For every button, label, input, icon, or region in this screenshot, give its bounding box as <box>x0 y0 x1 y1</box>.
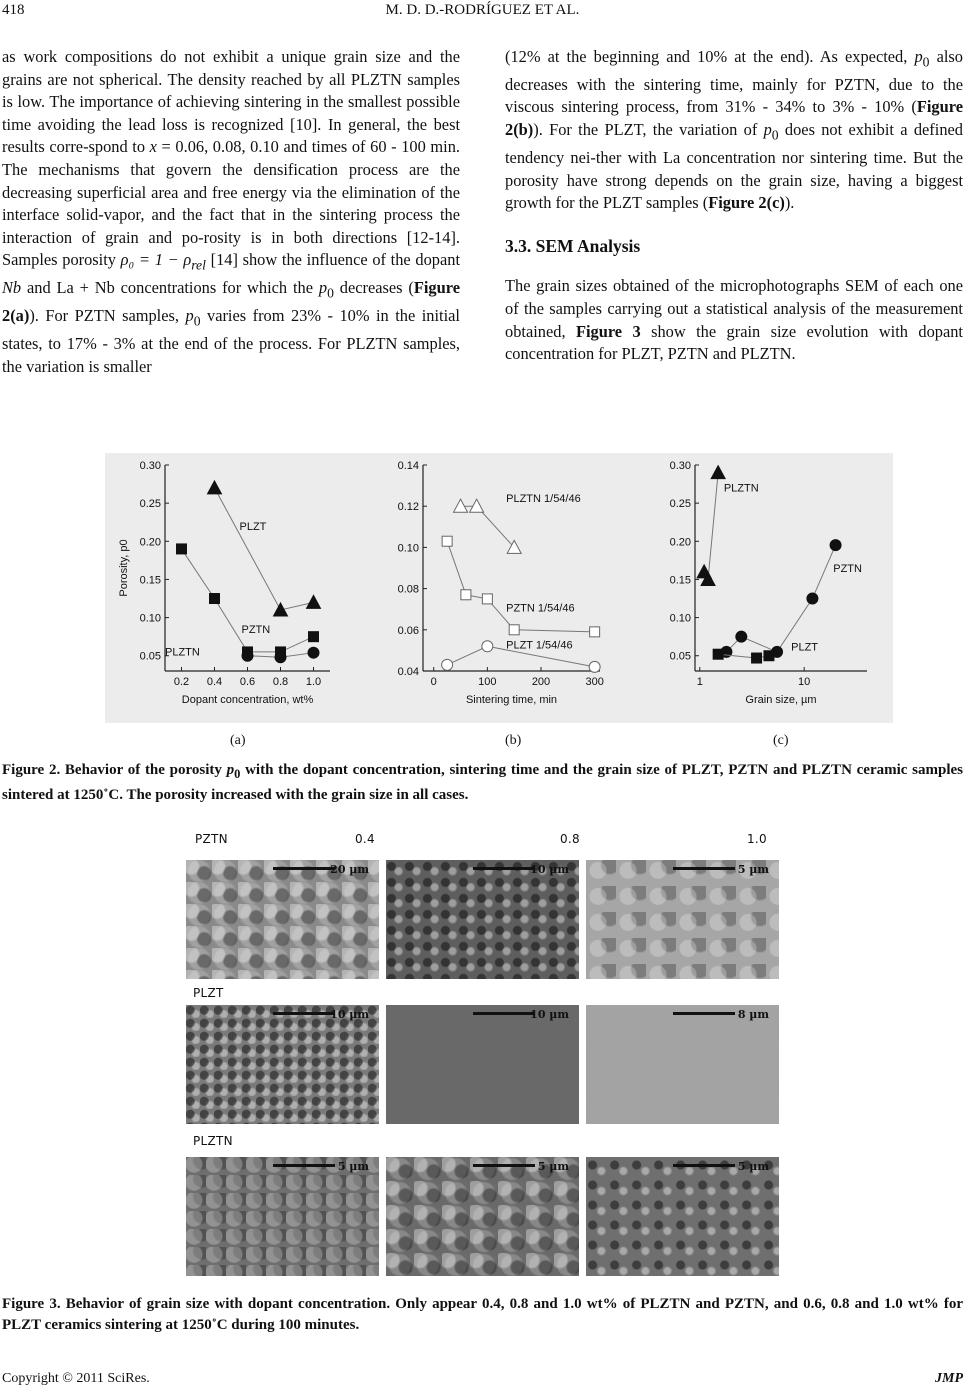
page-number: 418 <box>2 2 25 18</box>
x-tick-label: 300 <box>585 676 604 688</box>
scale-bar-label: 20 µm <box>330 863 369 876</box>
data-point-triangle <box>307 595 321 608</box>
y-tick-label: 0.10 <box>669 612 691 625</box>
row-label-pztn: PZTN <box>195 832 228 846</box>
series-line <box>704 473 718 580</box>
scale-bar-label: 5 µm <box>737 863 769 876</box>
scale-bar <box>473 1012 535 1015</box>
data-point-circle <box>242 650 253 661</box>
right-column <box>505 46 963 366</box>
data-point-square <box>590 627 600 637</box>
subfigure-label-c: (c) <box>773 733 789 748</box>
series-line <box>461 506 515 547</box>
data-point-square <box>509 625 519 635</box>
x-axis-label: Sintering time, min <box>465 694 558 706</box>
subfigure-label-a: (a) <box>230 733 246 748</box>
paragraph-1: as work compositions do not exhibit a unique grain size and the grains are not spherical. The density reached by all PLZTN samples is low. The importance of achieving sintering in the smallest possible time avoiding the lead loss is recognized [10]. In general, the best results corre-spond to x = 0.06, 0.08, 0.10 and times of 60 - 100 min. The mechanisms that govern the densification process are the decreasing superficial area and free energy via the elimination of the interface solid-vapor, and the fact that in the sintering process the interaction of grain and po-rosity is in both directions [12-14]. Samples porosity $\rho_0 = 1 - \rho_{rel}$ [14] show the influence of the dopant Nb and La + Nb concentrations for which the $p_0$ decreases (Figure 2(a)). For PZTN samples, $p_0$ varies from 23% - 10% in the initial states, to 17% - 3% at the end of the process. For PLZTN samples, the variation is smaller <box>2 47 461 376</box>
symbol-p0: $p_0$ <box>185 306 201 329</box>
symbol-p0: $p_0$ <box>914 47 930 70</box>
section-heading: 3.3. SEM Analysis <box>505 235 641 256</box>
x-tick-label: 0.6 <box>239 676 256 688</box>
data-point-square <box>177 544 187 554</box>
data-point-square <box>752 653 762 663</box>
col-label-0-4: 0.4 <box>355 832 375 846</box>
y-tick-label: 0.10 <box>397 542 419 555</box>
y-tick-label: 0.15 <box>139 574 161 587</box>
running-title: M. D. D.-RODRÍGUEZ ET AL. <box>385 2 580 18</box>
sem-micrograph-pztn-0-4 <box>186 860 379 979</box>
data-point-circle <box>275 652 286 663</box>
data-point-square <box>309 632 319 642</box>
y-tick-label: 0.30 <box>669 460 691 472</box>
data-point-triangle <box>711 466 725 479</box>
series-label: PLZT 1/54/46 <box>506 639 573 652</box>
y-tick-label: 0.30 <box>139 460 161 472</box>
ref-figure-2b[interactable]: Figure 2(b) <box>505 97 963 140</box>
x-tick-label: 1 <box>696 676 703 688</box>
sem-micrograph-plzt-0-4 <box>186 1005 379 1124</box>
data-point-circle <box>308 647 319 658</box>
sem-micrograph-pztn-1-0 <box>586 860 779 979</box>
series-label: PLZT <box>239 520 267 533</box>
scale-bar-label: 5 µm <box>337 1160 369 1173</box>
data-point-square <box>461 590 471 600</box>
sem-micrograph-plzt-1-0 <box>586 1005 779 1124</box>
data-point-square <box>713 649 723 659</box>
y-tick-label: 0.05 <box>139 650 161 663</box>
y-tick-label: 0.04 <box>397 666 419 678</box>
sem-micrograph-plztn-0-8 <box>386 1157 579 1276</box>
y-tick-label: 0.10 <box>139 612 161 625</box>
series-label: PZTN <box>241 623 271 636</box>
series-line <box>447 541 595 632</box>
x-tick-label: 0.2 <box>173 676 190 688</box>
series-label: PZTN 1/54/46 <box>506 602 575 615</box>
copyright: Copyright © 2011 SciRes. <box>2 1371 150 1386</box>
y-tick-label: 0.25 <box>139 498 161 511</box>
sem-micrograph-plztn-0-4 <box>186 1157 379 1276</box>
x-tick-label: 100 <box>478 676 497 688</box>
scale-bar <box>673 867 735 870</box>
col-label-0-8: 0.8 <box>560 832 580 846</box>
y-tick-label: 0.12 <box>397 501 419 514</box>
row-label-plztn: PLZTN <box>193 1134 233 1148</box>
x-tick-label: 10 <box>798 676 811 688</box>
series-line <box>182 549 314 652</box>
x-tick-label: 200 <box>531 676 551 688</box>
symbol-p0: $p_0$ <box>763 120 779 143</box>
series-line <box>215 488 314 610</box>
y-tick-label: 0.25 <box>669 498 691 511</box>
scale-bar <box>273 1164 335 1167</box>
scale-bar-label: 10 µm <box>530 1008 569 1021</box>
data-point-square <box>482 594 492 604</box>
x-axis-label: Dopant concentration, wt% <box>181 694 314 706</box>
data-point-square <box>764 651 774 661</box>
scale-bar <box>273 1012 335 1015</box>
x-tick-label: 0 <box>430 676 437 688</box>
data-point-square <box>210 594 220 604</box>
data-point-circle <box>589 661 600 672</box>
ref-figure-2a[interactable]: Figure 2(a) <box>2 278 460 326</box>
y-tick-label: 0.20 <box>669 536 691 549</box>
sem-micrograph-plzt-0-8 <box>386 1005 579 1124</box>
y-tick-label: 0.15 <box>669 574 691 587</box>
sem-micrograph-pztn-0-8 <box>386 860 579 979</box>
y-axis-label: Porosity, p0 <box>118 539 130 597</box>
y-tick-label: 0.20 <box>139 536 161 549</box>
scale-bar-label: 5 µm <box>537 1160 569 1173</box>
series-label: PLZTN <box>165 646 200 659</box>
scale-bar <box>473 867 535 870</box>
scale-bar <box>473 1164 535 1167</box>
row-label-plzt: PLZT <box>193 986 224 1000</box>
data-point-circle <box>442 659 453 670</box>
left-column <box>2 46 460 378</box>
x-axis-label: Grain size, µm <box>745 694 817 706</box>
x-tick-label: 1.0 <box>305 676 322 688</box>
paragraph-3: The grain sizes obtained of the microphotographs SEM of each one of the samples carrying out a statistical analysis of the measurement obtained, Figure 3 show the grain size evolution with dopant concentration for PLZT, PZTN and PLZTN. <box>505 276 963 364</box>
data-point-circle <box>830 540 841 551</box>
scale-bar-label: 5 µm <box>737 1160 769 1173</box>
series-label: PLZTN <box>723 482 759 495</box>
y-tick-label: 0.08 <box>397 583 419 596</box>
figure-2-caption: Figure 2. Behavior of the porosity $p_0$ with the dopant concentration, sintering time and the grain size of PLZT, PZTN and PLZTN ceramic samples sintered at 1250˚C. The porosity increased with the grain size in all cases. <box>2 762 963 803</box>
scale-bar-label: 10 µm <box>530 863 569 876</box>
scale-bar-label: 10 µm <box>330 1008 369 1021</box>
scale-bar <box>673 1012 735 1015</box>
data-point-circle <box>736 631 747 642</box>
sem-micrograph-plztn-1-0 <box>586 1157 779 1276</box>
series-label: PZTN <box>833 562 862 575</box>
data-point-triangle <box>274 603 288 616</box>
figure-3-grid <box>0 820 965 1285</box>
col-label-1-0: 1.0 <box>747 832 767 846</box>
porosity-formula: $\rho_0 = 1 - \rho_{rel}$ <box>120 250 206 273</box>
data-point-circle <box>807 593 818 604</box>
data-point-triangle <box>208 481 222 494</box>
series-label: PLZT <box>791 641 819 654</box>
symbol-p0: $p_0$ <box>226 762 241 781</box>
figure-3-caption: Figure 3. Behavior of grain size with dopant concentration. Only appear 0.4, 0.8 and 1.0 wt% of PLZTN and PZTN, and 0.6, 0.8 and 1.0 wt% for PLZT ceramics sintering at 1250˚C during 100 minutes. <box>2 1296 963 1333</box>
x-tick-label: 0.4 <box>206 676 223 688</box>
y-tick-label: 0.14 <box>397 460 419 472</box>
series-label: PLZTN 1/54/46 <box>506 493 581 506</box>
paragraph-2: (12% at the beginning and 10% at the end). As expected, $p_0$ also decreases with the sintering time, mainly for PZTN, due to the viscous sintering process, from 31% - 34% to 3% - 10% (Figure 2(b)). For the PLZT, the variation of $p_0$ does not exhibit a defined tendency nei-ther with La concentration nor sintering time. But the porosity have strong depends on the grain size, having a biggest growth for the PLZT samples (Figure 2(c)). <box>505 47 963 213</box>
figure-2-panel <box>105 453 893 723</box>
scale-bar <box>673 1164 735 1167</box>
journal-abbrev: JMP <box>935 1371 963 1386</box>
scale-bar-label: 8 µm <box>737 1008 769 1021</box>
data-point-circle <box>482 641 493 652</box>
y-tick-label: 0.05 <box>669 650 691 663</box>
subfigure-label-b: (b) <box>505 733 522 748</box>
data-point-square <box>442 536 452 546</box>
figure-2-charts <box>105 453 893 723</box>
symbol-p0: $p_0$ <box>318 278 334 301</box>
scale-bar <box>273 867 335 870</box>
x-tick-label: 0.8 <box>272 676 289 688</box>
ref-figure-2c[interactable]: Figure 2(c) <box>708 193 785 213</box>
y-tick-label: 0.06 <box>397 624 419 637</box>
ref-figure-3[interactable]: Figure 3 <box>575 321 641 341</box>
